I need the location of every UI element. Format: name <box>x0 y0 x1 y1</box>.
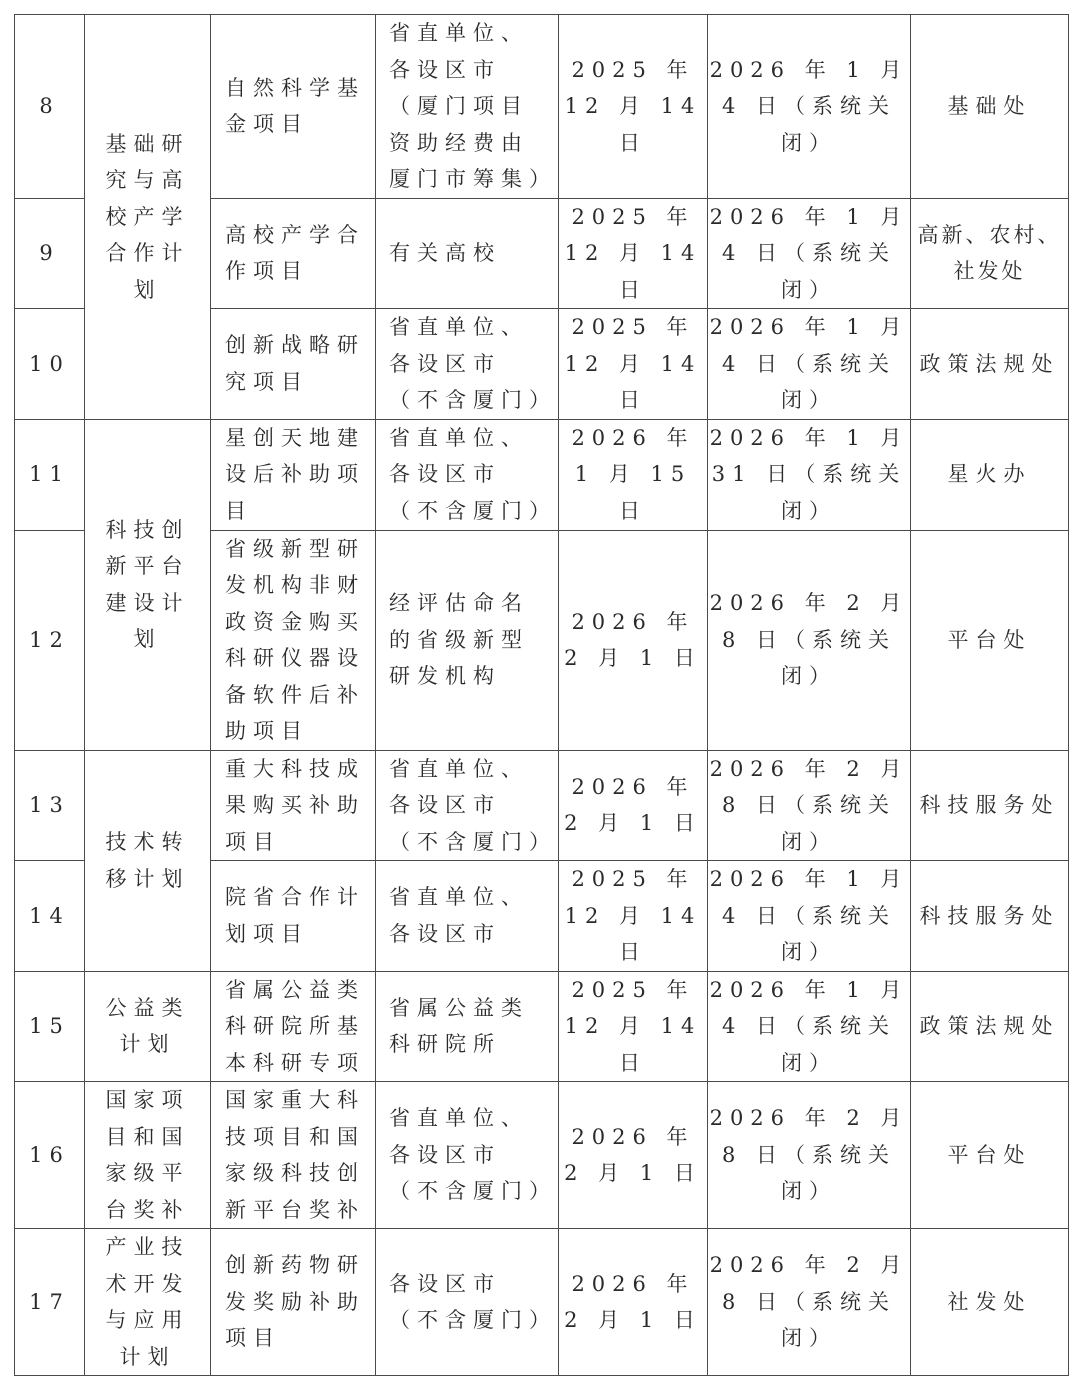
department: 高新、农村、社发处 <box>911 198 1069 309</box>
start-date: 2025 年 12 月 14 日 <box>559 309 708 420</box>
project-name: 省级新型研发机构非财政资金购买科研仪器设备软件后补助项目 <box>211 530 376 750</box>
project-name: 星创天地建设后补助项目 <box>211 419 376 530</box>
end-date: 2026 年 1 月 4 日（系统关闭） <box>708 198 911 309</box>
plan-category: 科技创新平台建设计划 <box>85 419 211 750</box>
project-name: 高校产学合作项目 <box>211 198 376 309</box>
plan-category: 公益类计划 <box>85 971 211 1082</box>
schedule-table <box>14 14 1069 1376</box>
plan-category: 基础研究与高校产学合作计划 <box>85 15 211 420</box>
end-date: 2026 年 2 月 8 日（系统关闭） <box>708 750 911 861</box>
end-date: 2026 年 1 月 4 日（系统关闭） <box>708 971 911 1082</box>
applicant-unit: 经评估命名的省级新型研发机构 <box>376 530 559 750</box>
end-date: 2026 年 2 月 8 日（系统关闭） <box>708 530 911 750</box>
applicant-unit: 省直单位、各设区市（不含厦门） <box>376 750 559 861</box>
start-date: 2025 年 12 月 14 日 <box>559 15 708 199</box>
applicant-unit: 省直单位、各设区市（不含厦门） <box>376 419 559 530</box>
row-number: 13 <box>15 750 85 861</box>
applicant-unit: 有关高校 <box>376 198 559 309</box>
department: 科技服务处 <box>911 750 1069 861</box>
plan-category: 技术转移计划 <box>85 750 211 971</box>
table-row <box>15 971 1069 1082</box>
applicant-unit: 省直单位、各设区市（厦门项目资助经费由厦门市筹集） <box>376 15 559 199</box>
department: 星火办 <box>911 419 1069 530</box>
end-date: 2026 年 1 月 31 日（系统关闭） <box>708 419 911 530</box>
department: 政策法规处 <box>911 309 1069 420</box>
start-date: 2025 年 12 月 14 日 <box>559 861 708 972</box>
department: 基础处 <box>911 15 1069 199</box>
start-date: 2025 年 12 月 14 日 <box>559 198 708 309</box>
plan-category: 产业技术开发与应用计划 <box>85 1229 211 1376</box>
applicant-unit: 省直单位、各设区市 <box>376 861 559 972</box>
table-row <box>15 750 1069 861</box>
project-name: 重大科技成果购买补助项目 <box>211 750 376 861</box>
table-row <box>15 419 1069 530</box>
end-date: 2026 年 2 月 8 日（系统关闭） <box>708 1082 911 1229</box>
start-date: 2026 年 2 月 1 日 <box>559 1082 708 1229</box>
project-name: 省属公益类科研院所基本科研专项 <box>211 971 376 1082</box>
row-number: 17 <box>15 1229 85 1376</box>
table-row <box>15 15 1069 199</box>
table-row <box>15 1082 1069 1229</box>
applicant-unit: 省直单位、各设区市（不含厦门） <box>376 309 559 420</box>
project-name: 创新药物研发奖励补助项目 <box>211 1229 376 1376</box>
start-date: 2025 年 12 月 14 日 <box>559 971 708 1082</box>
applicant-unit: 各设区市（不含厦门） <box>376 1229 559 1376</box>
department: 平台处 <box>911 1082 1069 1229</box>
row-number: 10 <box>15 309 85 420</box>
end-date: 2026 年 1 月 4 日（系统关闭） <box>708 861 911 972</box>
project-name: 创新战略研究项目 <box>211 309 376 420</box>
table-row <box>15 1229 1069 1376</box>
department: 政策法规处 <box>911 971 1069 1082</box>
row-number: 8 <box>15 15 85 199</box>
project-name: 院省合作计划项目 <box>211 861 376 972</box>
start-date: 2026 年 2 月 1 日 <box>559 1229 708 1376</box>
applicant-unit: 省属公益类科研院所 <box>376 971 559 1082</box>
row-number: 11 <box>15 419 85 530</box>
end-date: 2026 年 2 月 8 日（系统关闭） <box>708 1229 911 1376</box>
plan-category: 国家项目和国家级平台奖补 <box>85 1082 211 1229</box>
project-name: 国家重大科技项目和国家级科技创新平台奖补 <box>211 1082 376 1229</box>
start-date: 2026 年 2 月 1 日 <box>559 530 708 750</box>
applicant-unit: 省直单位、各设区市（不含厦门） <box>376 1082 559 1229</box>
start-date: 2026 年 1 月 15 日 <box>559 419 708 530</box>
project-name: 自然科学基金项目 <box>211 15 376 199</box>
row-number: 14 <box>15 861 85 972</box>
row-number: 12 <box>15 530 85 750</box>
department: 科技服务处 <box>911 861 1069 972</box>
department: 社发处 <box>911 1229 1069 1376</box>
row-number: 15 <box>15 971 85 1082</box>
end-date: 2026 年 1 月 4 日（系统关闭） <box>708 15 911 199</box>
end-date: 2026 年 1 月 4 日（系统关闭） <box>708 309 911 420</box>
row-number: 9 <box>15 198 85 309</box>
start-date: 2026 年 2 月 1 日 <box>559 750 708 861</box>
row-number: 16 <box>15 1082 85 1229</box>
department: 平台处 <box>911 530 1069 750</box>
